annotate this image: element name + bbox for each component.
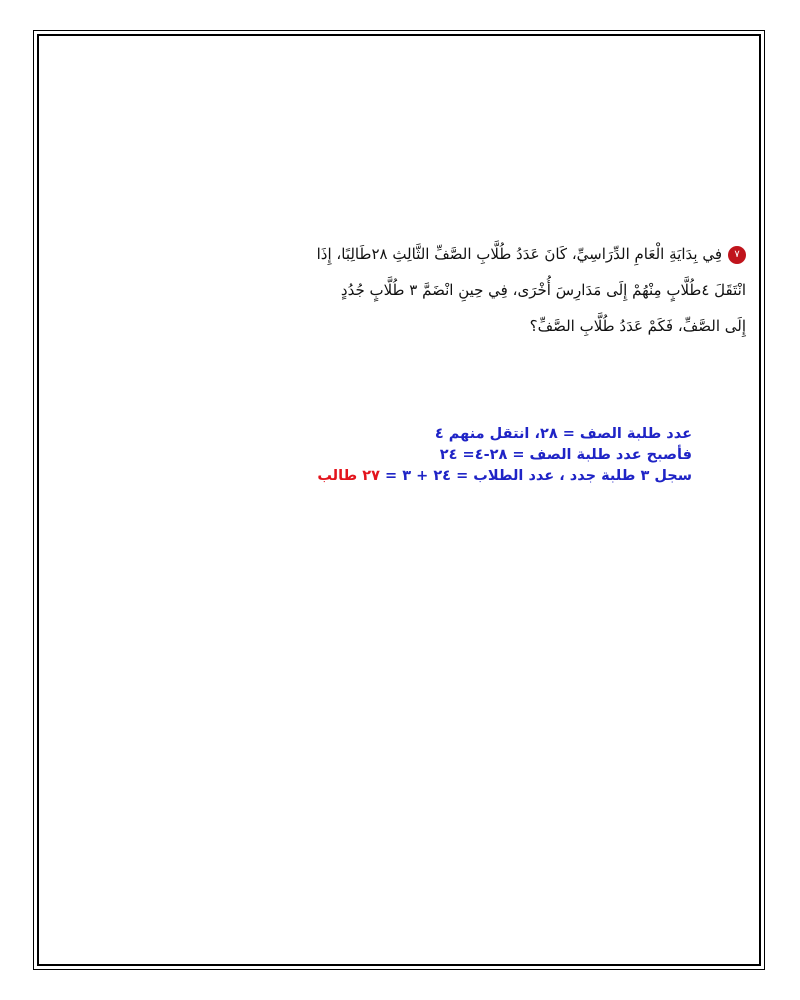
solution-block xyxy=(192,424,692,487)
problem-statement xyxy=(146,236,746,344)
solution-line-1: عدد طلبة الصف = ٢٨، انتقل منهم ٤ xyxy=(434,426,692,442)
problem-line-2: انْتَقَلَ ٤طُلَّابٍ مِنْهُمْ إِلَى مَدَارِسَ أُخْرَى، فِي حِينِ انْضَمَّ ٣ طُلَّابٍ جُدُدٍ xyxy=(340,281,746,299)
final-answer: ٢٧ طالب xyxy=(317,468,380,484)
problem-line-3: إِلَى الصَّفِّ، فَكَمْ عَدَدُ طُلَّابِ الصَّفِّ؟ xyxy=(529,317,746,335)
problem-text-1: فِي بِدَايَةِ الْعَامِ الدِّرَاسِيِّ، كَانَ عَدَدُ طُلَّابِ الصَّفِّ الثَّالِثِ ٢٨طَالِبًا، إِذَا xyxy=(316,245,722,263)
problem-number-badge: ٧ xyxy=(728,246,746,264)
problem-line-1 xyxy=(146,236,746,272)
page-border-inner xyxy=(37,34,761,966)
solution-line-2: فأصبح عدد طلبة الصف = ٢٨-٤= ٢٤ xyxy=(439,447,692,463)
solution-line-3-text: سجل ٣ طلبة جدد ، عدد الطلاب = ٢٤ + ٣ = xyxy=(379,468,692,484)
solution-line-3 xyxy=(192,466,692,487)
